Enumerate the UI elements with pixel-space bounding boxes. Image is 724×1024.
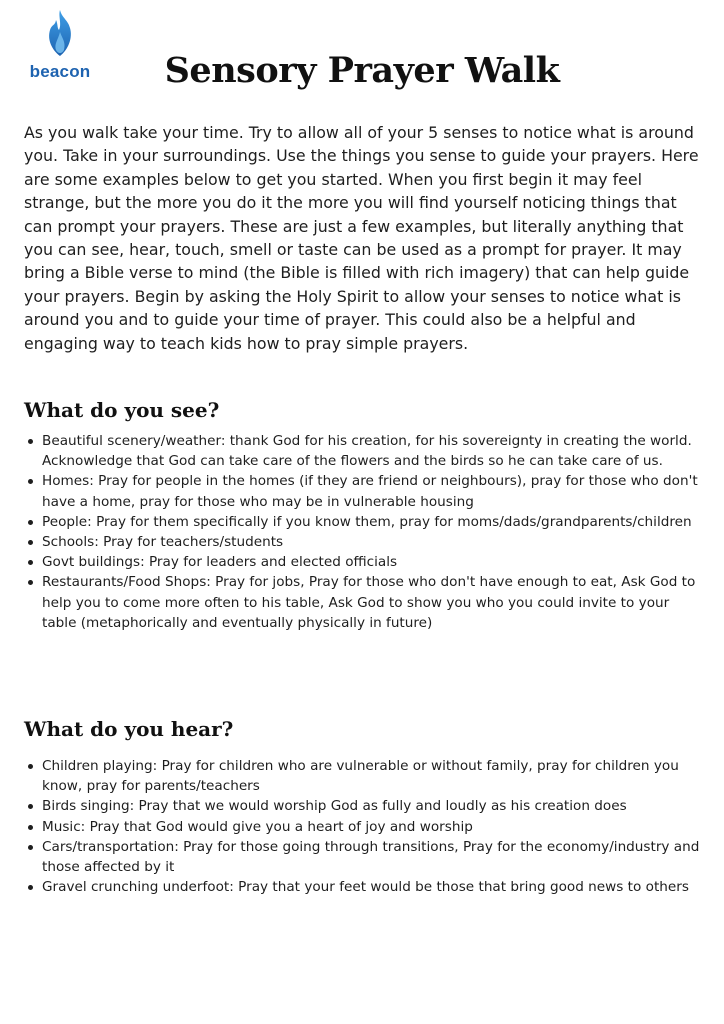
list-item: Homes: Pray for people in the homes (if they are friend or neighbours), pray for those who don't have a home, pray for those who may be in vulnerable housing: [24, 471, 700, 511]
list-item: Children playing: Pray for children who are vulnerable or without family, pray for children you know, pray for parents/teachers: [24, 756, 700, 796]
list-item: Schools: Pray for teachers/students: [24, 532, 700, 552]
list-item: Beautiful scenery/weather: thank God for his creation, for his sovereignty in creating the world. Acknowledge that God can take care of the flowers and the birds so he can take care of us.: [24, 431, 700, 471]
list-item: People: Pray for them specifically if you know them, pray for moms/dads/grandparents/children: [24, 512, 700, 532]
see-heading: What do you see?: [24, 398, 220, 422]
hear-heading: What do you hear?: [24, 717, 234, 741]
intro-paragraph: As you walk take your time. Try to allow all of your 5 senses to notice what is around you. Take in your surroundings. Use the things you sense to guide your prayers. Here are some examples below to get you started. When you first begin it may feel strange, but the more you do it the more you will find yourself noticing things that can prompt your prayers. These are just a few examples, but literally anything that you can see, hear, touch, smell or taste can be used as a prompt for prayer. It may bring a Bible verse to mind (the Bible is filled with rich imagery) that can help guide your prayers. Begin by asking the Holy Spirit to allow your senses to notice what is around you and to guide your time of prayer. This could also be a helpful and engaging way to teach kids how to pray simple prayers.: [24, 123, 699, 353]
list-item: Birds singing: Pray that we would worship God as fully and loudly as his creation does: [24, 796, 700, 816]
list-item: Govt buildings: Pray for leaders and elected officials: [24, 552, 700, 572]
logo-text: beacon: [29, 62, 91, 81]
list-item: Cars/transportation: Pray for those going through transitions, Pray for the economy/industry and those affected by it: [24, 837, 700, 877]
page-title: Sensory Prayer Walk: [164, 50, 560, 91]
list-item: Restaurants/Food Shops: Pray for jobs, Pray for those who don't have enough to eat, Ask God to help you to come more often to his table, Ask God to show you who you could invite to your table (metaphorically and eventually physically in future): [24, 572, 700, 633]
list-item: Gravel crunching underfoot: Pray that your feet would be those that bring good news to others: [24, 877, 700, 897]
see-list: [24, 431, 700, 633]
list-item: Music: Pray that God would give you a heart of joy and worship: [24, 817, 700, 837]
hear-list: [24, 756, 700, 897]
